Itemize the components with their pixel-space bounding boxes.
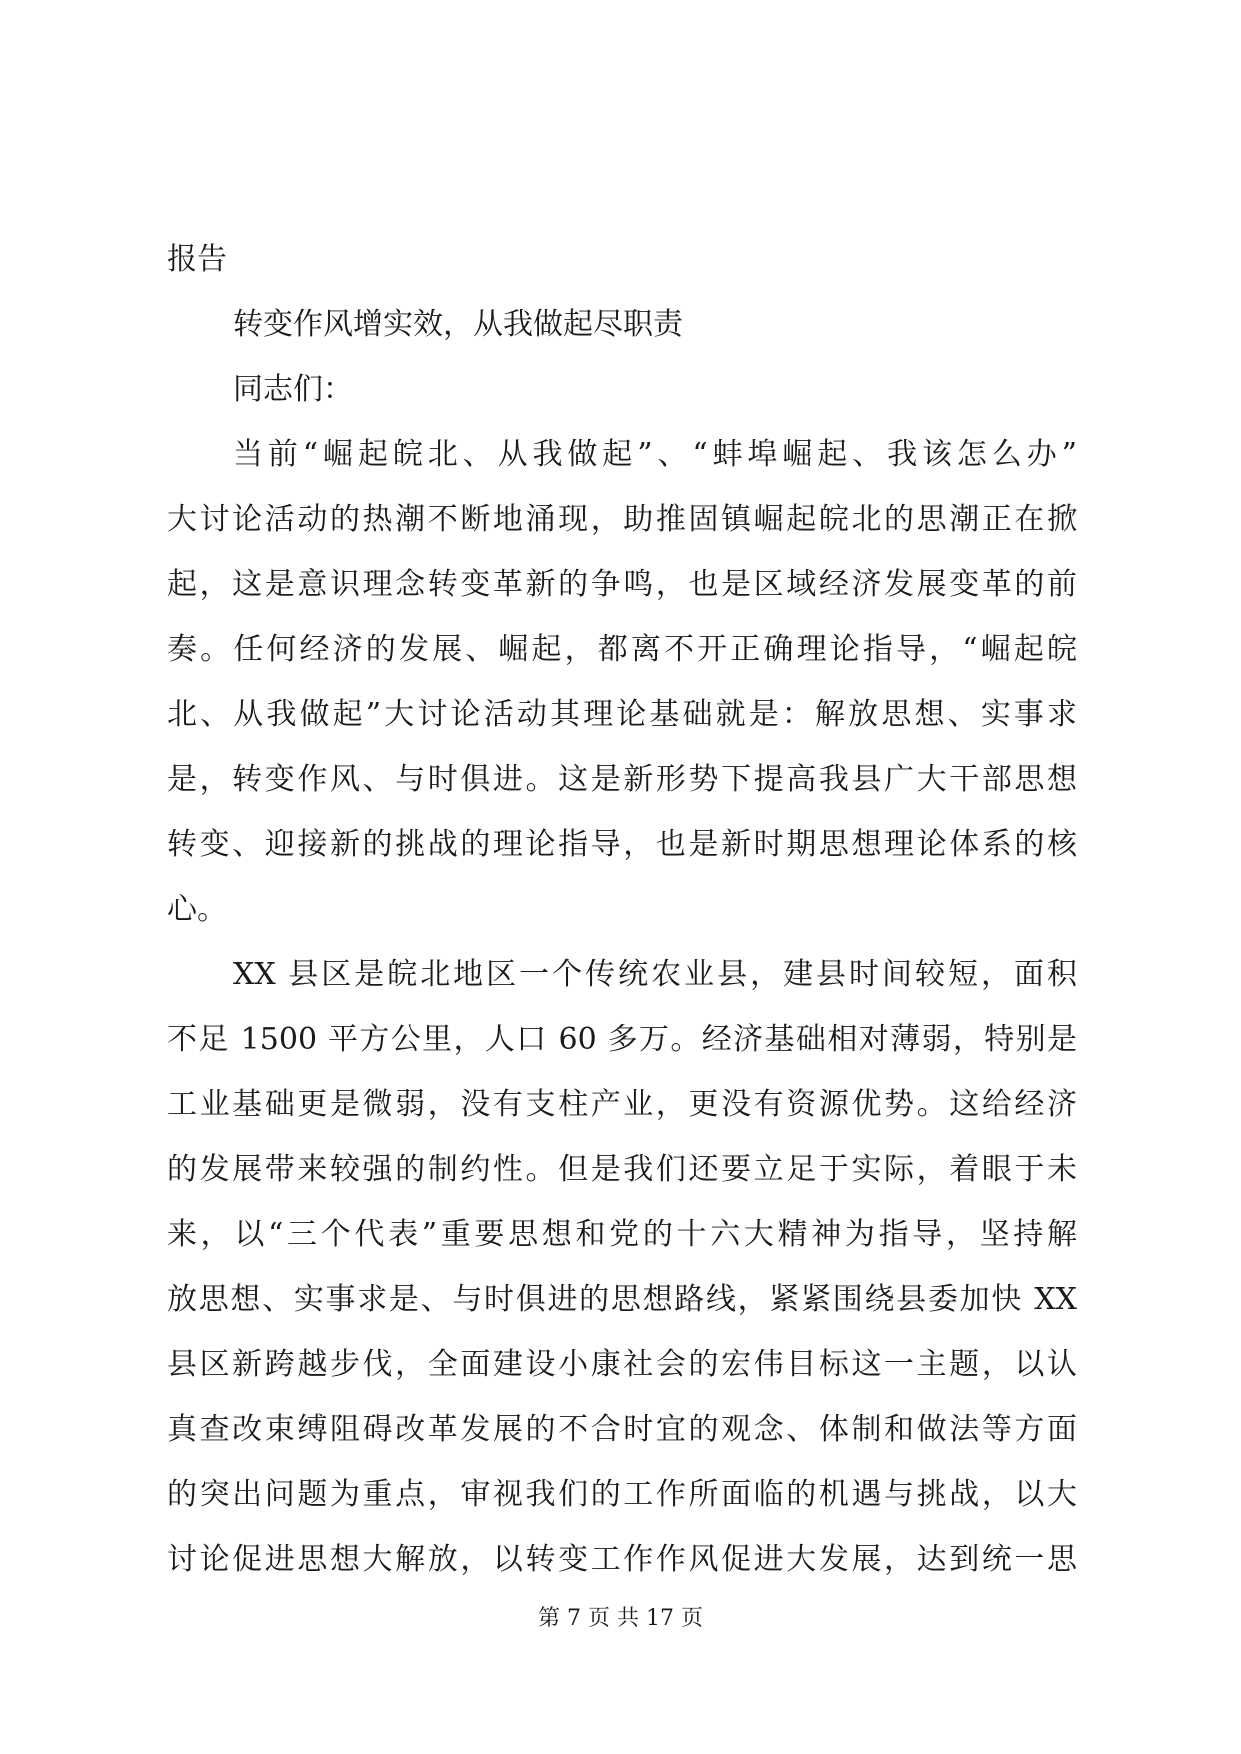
section-heading: 报告 [167,242,227,277]
paragraph-line: 的发展带来较强的制约性。但是我们还要立足于实际，着眼于未 [167,1152,1077,1187]
paragraph-line: 转变、迎接新的挑战的理论指导，也是新时期思想理论体系的核 [167,827,1077,862]
document-title: 转变作风增实效，从我做起尽职责 [233,307,683,342]
paragraph-line: 起，这是意识理念转变革新的争鸣，也是区域经济发展变革的前 [167,567,1077,602]
paragraph-line: 工业基础更是微弱，没有支柱产业，更没有资源优势。这给经济 [167,1087,1077,1122]
paragraph-line: 来，以“三个代表”重要思想和党的十六大精神为指导，坚持解 [167,1217,1077,1252]
paragraph-line: 是，转变作风、与时俱进。这是新形势下提高我县广大干部思想 [167,762,1077,797]
paragraph-line: 放思想、实事求是、与时俱进的思想路线，紧紧围绕县委加快 XX [167,1282,1077,1317]
salutation: 同志们： [233,372,353,407]
paragraph-line: XX 县区是皖北地区一个传统农业县，建县时间较短，面积 [233,957,1077,992]
paragraph-line: 不足 1500 平方公里，人口 60 多万。经济基础相对薄弱，特别是 [167,1022,1077,1057]
paragraph-line: 当前“崛起皖北、从我做起”、“蚌埠崛起、我该怎么办” [233,437,1077,472]
paragraph-line: 心。 [167,892,227,927]
paragraph-line: 的突出问题为重点，审视我们的工作所面临的机遇与挑战，以大 [167,1477,1077,1512]
page-number-footer: 第 7 页 共 17 页 [538,1606,703,1631]
paragraph-line: 真查改束缚阻碍改革发展的不合时宜的观念、体制和做法等方面 [167,1412,1077,1447]
paragraph-line: 北、从我做起”大讨论活动其理论基础就是：解放思想、实事求 [167,697,1077,732]
paragraph-line: 讨论促进思想大解放，以转变工作作风促进大发展，达到统一思 [167,1542,1077,1577]
paragraph-line: 大讨论活动的热潮不断地涌现，助推固镇崛起皖北的思潮正在掀 [167,502,1077,537]
paragraph-line: 奏。任何经济的发展、崛起，都离不开正确理论指导，“崛起皖 [167,632,1077,667]
paragraph-line: 县区新跨越步伐，全面建设小康社会的宏伟目标这一主题，以认 [167,1347,1077,1382]
